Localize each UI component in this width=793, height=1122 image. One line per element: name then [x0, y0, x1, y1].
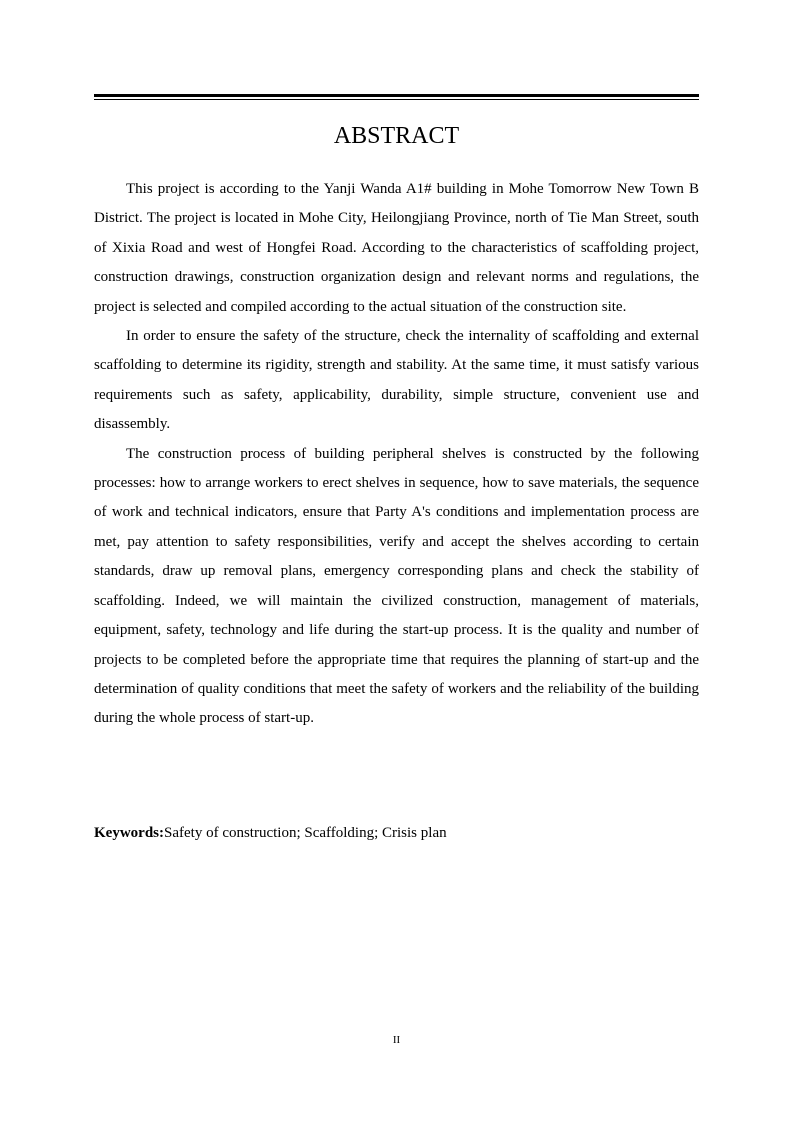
page-title: ABSTRACT	[333, 123, 460, 149]
page-number: II	[392, 1034, 401, 1046]
abstract-paragraph: This project is according to the Yanji Wanda A1# building in Mohe Tomorrow New Town B District. The project is located in Mohe City, Heilongjiang Province, north of Tie Man Street, south of Xixia Road and west of Hongfei Road. According to the characteristics of scaffolding project, construction drawings, construction organization design and relevant norms and regulations, the project is selected and compiled according to the actual situation of the construction site.	[94, 181, 699, 315]
abstract-paragraph: In order to ensure the safety of the structure, check the internality of scaffolding and external scaffolding to determine its rigidity, strength and stability. At the same time, it must satisfy various requirements such as safety, applicability, durability, simple structure, convenient use and disassembly.	[94, 328, 699, 433]
abstract-body	[94, 175, 699, 734]
keywords-label: Keywords:	[94, 825, 164, 841]
header-rule-thin	[94, 99, 699, 100]
abstract-paragraph: The construction process of building peripheral shelves is constructed by the following processes: how to arrange workers to erect shelves in sequence, how to save materials, the sequence of work and technical indicators, ensure that Party A's conditions and implementation process are met, pay attention to safety responsibilities, verify and accept the shelves according to certain standards, draw up removal plans, emergency corresponding plans and check the stability of scaffolding. Indeed, we will maintain the civilized construction, management of materials, equipment, safety, technology and life during the start-up process. It is the quality and number of projects to be completed before the appropriate time that requires the planning of start-up and the determination of quality conditions that meet the safety of workers and the reliability of the building during the whole process of start-up.	[94, 445, 699, 727]
keywords-line	[94, 820, 699, 846]
header-rule-thick	[94, 94, 699, 97]
keywords-text: Safety of construction; Scaffolding; Crisis plan	[164, 825, 447, 841]
